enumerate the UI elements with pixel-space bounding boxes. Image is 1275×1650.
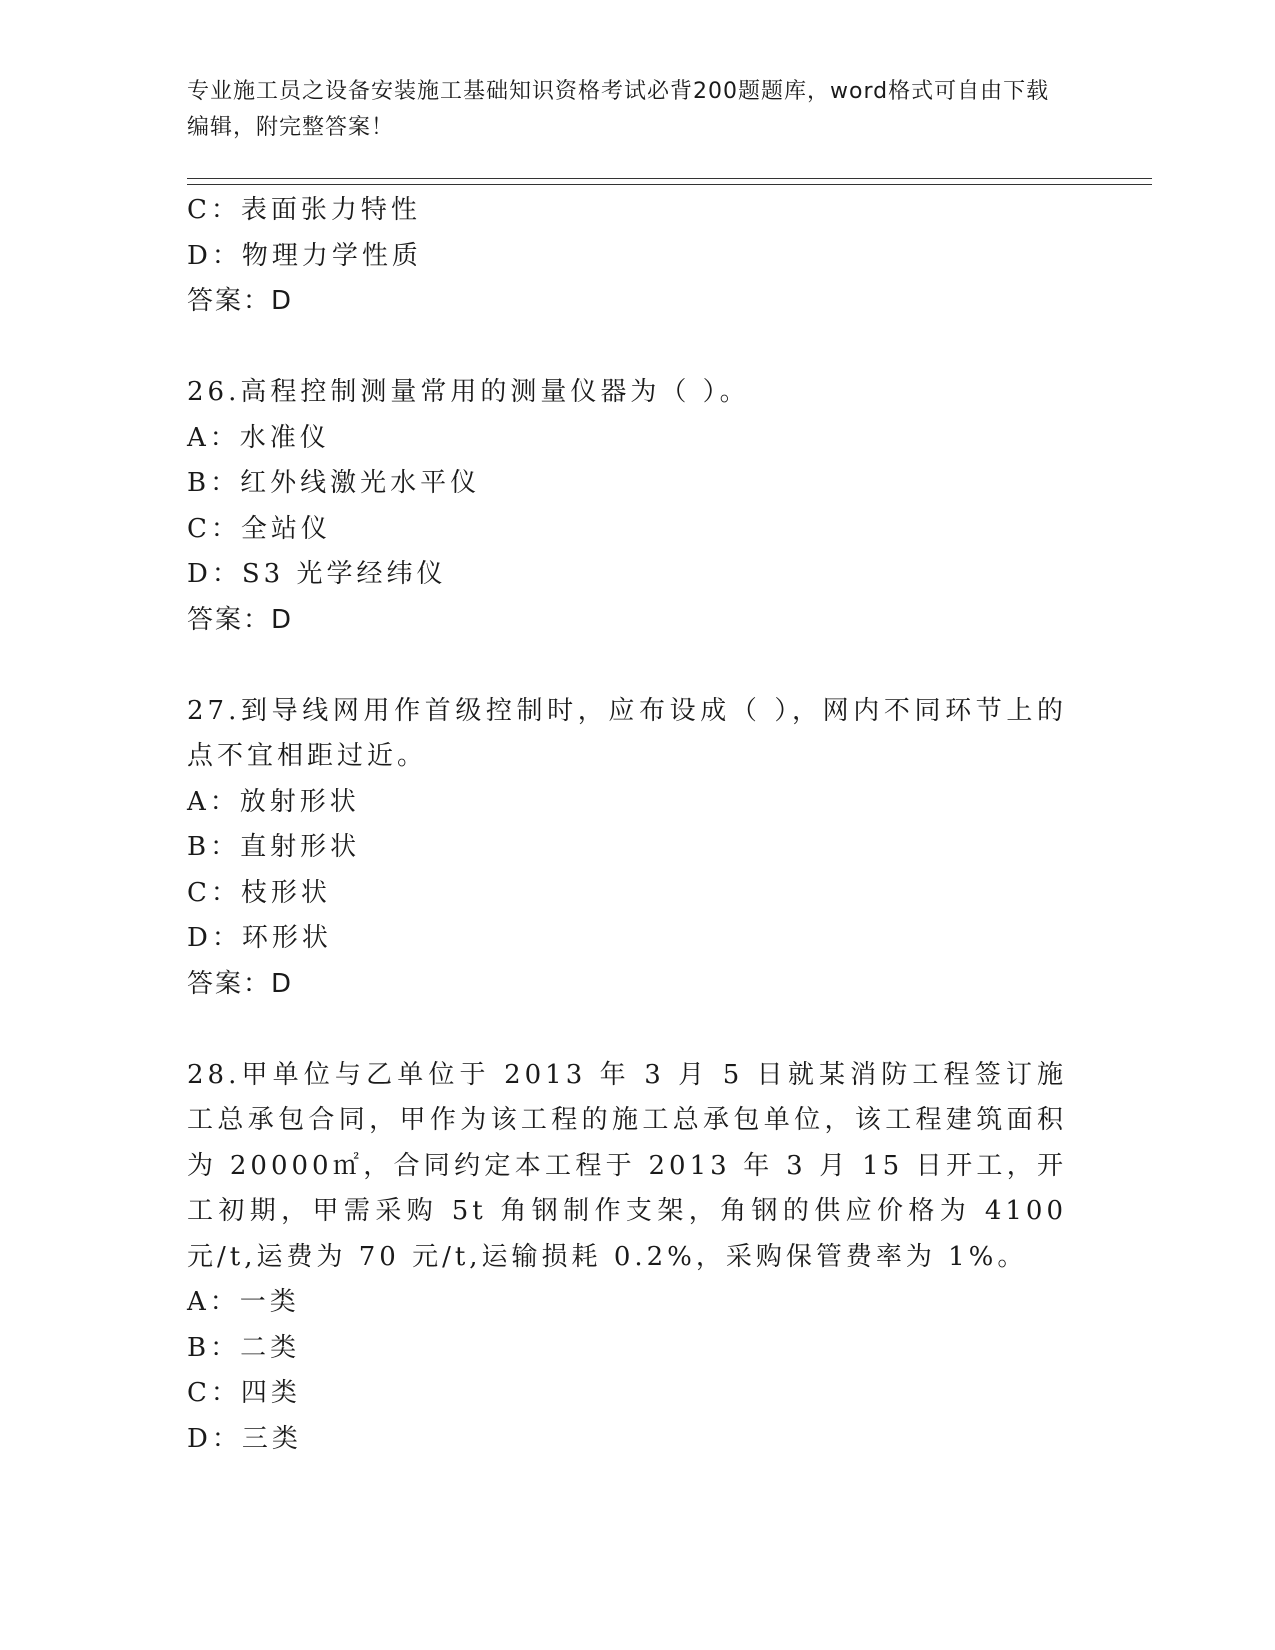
option-c: C：表面张力特性	[187, 195, 421, 225]
question-26-option-d: D：S3 光学经纬仪	[187, 559, 447, 589]
question-28-stem: 28.甲单位与乙单位于 2013 年 3 月 5 日就某消防工程签订施工总承包合同，甲作为该工程的施工总承包单位，该工程建筑面积为 20000㎡，合同约定本工程于 2013 年 3 月 15 日开工，开工初期，甲需采购 5t 角钢制作支架，角钢的供应价格为 4100 元/t,运费为 70 元/t,运输损耗 0.2%，采购保管费率为 1%。	[187, 1059, 1067, 1272]
question-26-option-a: A：水准仪	[187, 422, 330, 453]
question-26-stem: 26.高程控制测量常用的测量仪器为（ ）。	[187, 377, 750, 407]
question-28-option-b: B：二类	[187, 1332, 301, 1363]
spacer	[187, 643, 1067, 689]
question-26-answer: 答案：D	[187, 604, 294, 635]
question-27-option-b: B：直射形状	[187, 832, 361, 862]
question-27-option-d: D：环形状	[187, 923, 332, 953]
header-divider	[187, 178, 1152, 185]
document-body	[187, 188, 1067, 1462]
answer-line: 答案：D	[187, 286, 294, 316]
spacer	[187, 325, 1067, 371]
question-28-option-c: C：四类	[187, 1378, 301, 1408]
question-27-stem: 27.到导线网用作首级控制时，应布设成（ ），网内不同环节上的点不宜相距过近。	[187, 695, 1067, 771]
question-26-option-c: C：全站仪	[187, 513, 331, 544]
question-26-option-b: B：红外线激光水平仪	[187, 468, 481, 498]
question-27-option-c: C：枝形状	[187, 877, 331, 908]
option-d: D：物理力学性质	[187, 240, 422, 271]
spacer	[187, 1007, 1067, 1053]
question-28-option-a: A：一类	[187, 1287, 300, 1317]
question-28-option-d: D：三类	[187, 1423, 302, 1454]
question-27-option-a: A：放射形状	[187, 786, 360, 817]
document-header: 专业施工员之设备安装施工基础知识资格考试必背200题题库，word格式可自由下载编辑，附完整答案！	[187, 79, 1050, 140]
question-27-answer: 答案：D	[187, 968, 294, 999]
